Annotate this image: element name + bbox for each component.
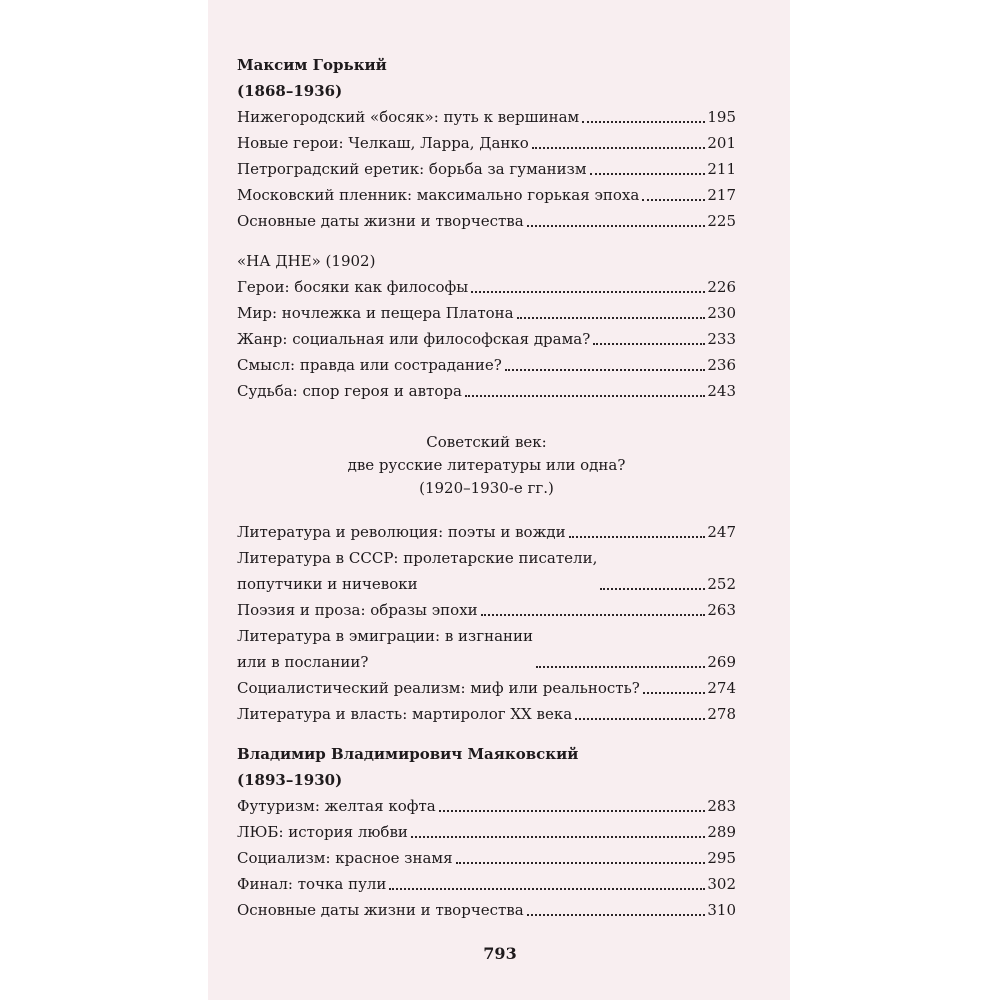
- toc-entry-title: Мир: ночлежка и пещера Платона: [237, 304, 514, 322]
- toc-entry: [237, 623, 736, 675]
- toc-entry-title: Герои: босяки как философы: [237, 278, 469, 296]
- toc-entry: [237, 156, 736, 182]
- toc-entry-page: 302: [707, 875, 736, 893]
- toc-entry-page: 217: [707, 186, 736, 204]
- dot-leader: [582, 121, 705, 123]
- toc-entry-page: 269: [707, 653, 736, 671]
- work-heading-na-dne: «НА ДНЕ» (1902): [237, 252, 376, 270]
- toc-entry: [237, 352, 736, 378]
- dot-leader: [569, 536, 706, 538]
- dot-leader: [590, 173, 706, 175]
- toc-entry: [237, 274, 736, 300]
- toc-entry-title: ЛЮБ: история любви: [237, 823, 408, 841]
- toc-entry-title: Литература и власть: мартиролог XX века: [237, 705, 573, 723]
- toc-entry-title: Новые герои: Челкаш, Ларра, Данко: [237, 134, 529, 152]
- dot-leader: [642, 199, 705, 201]
- toc-entry: [237, 871, 736, 897]
- toc-entry: [237, 701, 736, 727]
- author-heading-gorky: [237, 52, 736, 104]
- dot-leader: [456, 862, 706, 864]
- toc-entry-page: 201: [707, 134, 736, 152]
- author-name: Максим Горький: [237, 56, 387, 74]
- toc-entry: [237, 519, 736, 545]
- toc-entry-title: Социалистический реализм: миф или реальность?: [237, 679, 640, 697]
- dot-leader: [600, 588, 705, 590]
- toc-entry-page: 225: [707, 212, 736, 230]
- toc-entry-page: 211: [707, 160, 736, 178]
- author-dates: (1868–1936): [237, 82, 343, 100]
- toc-entry-title: Поэзия и проза: образы эпохи: [237, 601, 478, 619]
- toc-entry-page: 289: [707, 823, 736, 841]
- toc-entry: [237, 819, 736, 845]
- toc-entry: [237, 845, 736, 871]
- author-dates: (1893–1930): [237, 771, 343, 789]
- toc-entry-page: 278: [707, 705, 736, 723]
- dot-leader: [536, 666, 705, 668]
- section-line: (1920–1930-е гг.): [419, 479, 554, 497]
- toc-entry-page: 236: [707, 356, 736, 374]
- toc-entry: [237, 104, 736, 130]
- toc-entry-page: 263: [707, 601, 736, 619]
- toc-entry: [237, 675, 736, 701]
- toc-entry-page: 226: [707, 278, 736, 296]
- page-number: 793: [483, 944, 517, 963]
- toc-entry: [237, 378, 736, 404]
- toc-entry: [237, 130, 736, 156]
- toc-entry-page: 252: [707, 575, 736, 593]
- toc-entry-title: Основные даты жизни и творчества: [237, 901, 524, 919]
- section-line: две русские литературы или одна?: [347, 456, 626, 474]
- toc-entry-title: Нижегородский «босяк»: путь к вершинам: [237, 108, 580, 126]
- toc-entry-page: 283: [707, 797, 736, 815]
- dot-leader: [465, 395, 705, 397]
- table-of-contents: [237, 52, 736, 923]
- toc-entry-title: Судьба: спор героя и автора: [237, 382, 462, 400]
- toc-entry: [237, 793, 736, 819]
- toc-entry-title: Петроградский еретик: борьба за гуманизм: [237, 160, 587, 178]
- toc-entry: [237, 300, 736, 326]
- dot-leader: [593, 343, 705, 345]
- toc-entry-title: Жанр: социальная или философская драма?: [237, 330, 591, 348]
- toc-entry-title: Футуризм: желтая кофта: [237, 797, 436, 815]
- dot-leader: [481, 614, 706, 616]
- dot-leader: [575, 718, 705, 720]
- toc-entry-title: [237, 623, 533, 675]
- toc-entry: [237, 545, 736, 597]
- toc-entry-title-line: Литература в СССР: пролетарские писатели,: [237, 549, 598, 567]
- dot-leader: [527, 914, 706, 916]
- toc-entry-page: 243: [707, 382, 736, 400]
- toc-entry-title: Основные даты жизни и творчества: [237, 212, 524, 230]
- dot-leader: [389, 888, 705, 890]
- toc-entry-page: 230: [707, 304, 736, 322]
- toc-entry-page: 295: [707, 849, 736, 867]
- dot-leader: [527, 225, 706, 227]
- toc-entry-page: 233: [707, 330, 736, 348]
- toc-entry-page: 195: [707, 108, 736, 126]
- section-line: Советский век:: [426, 433, 547, 451]
- dot-leader: [439, 810, 706, 812]
- section-heading-soviet: [237, 431, 736, 500]
- toc-entry-title-line: Литература в эмиграции: в изгнании: [237, 627, 534, 645]
- toc-entry-title-line: или в послании?: [237, 653, 369, 671]
- toc-entry-page: 310: [707, 901, 736, 919]
- toc-entry-page: 247: [707, 523, 736, 541]
- author-heading-mayakovsky: [237, 741, 736, 793]
- toc-entry-title: Литература и революция: поэты и вожди: [237, 523, 566, 541]
- dot-leader: [532, 147, 706, 149]
- dot-leader: [643, 692, 706, 694]
- toc-entry: [237, 326, 736, 352]
- dot-leader: [505, 369, 706, 371]
- toc-entry-title-line: попутчики и ничевоки: [237, 575, 418, 593]
- toc-entry-title: Смысл: правда или сострадание?: [237, 356, 502, 374]
- author-name: Владимир Владимирович Маяковский: [237, 745, 579, 763]
- toc-entry-title: Финал: точка пули: [237, 875, 387, 893]
- dot-leader: [471, 291, 705, 293]
- dot-leader: [517, 317, 706, 319]
- toc-entry: [237, 897, 736, 923]
- toc-entry-page: 274: [707, 679, 736, 697]
- dot-leader: [411, 836, 705, 838]
- toc-entry: [237, 208, 736, 234]
- toc-entry-title: [237, 545, 597, 597]
- toc-entry-title: Московский пленник: максимально горькая эпоха: [237, 186, 640, 204]
- toc-entry-title: Социализм: красное знамя: [237, 849, 453, 867]
- toc-entry: [237, 597, 736, 623]
- toc-entry: [237, 182, 736, 208]
